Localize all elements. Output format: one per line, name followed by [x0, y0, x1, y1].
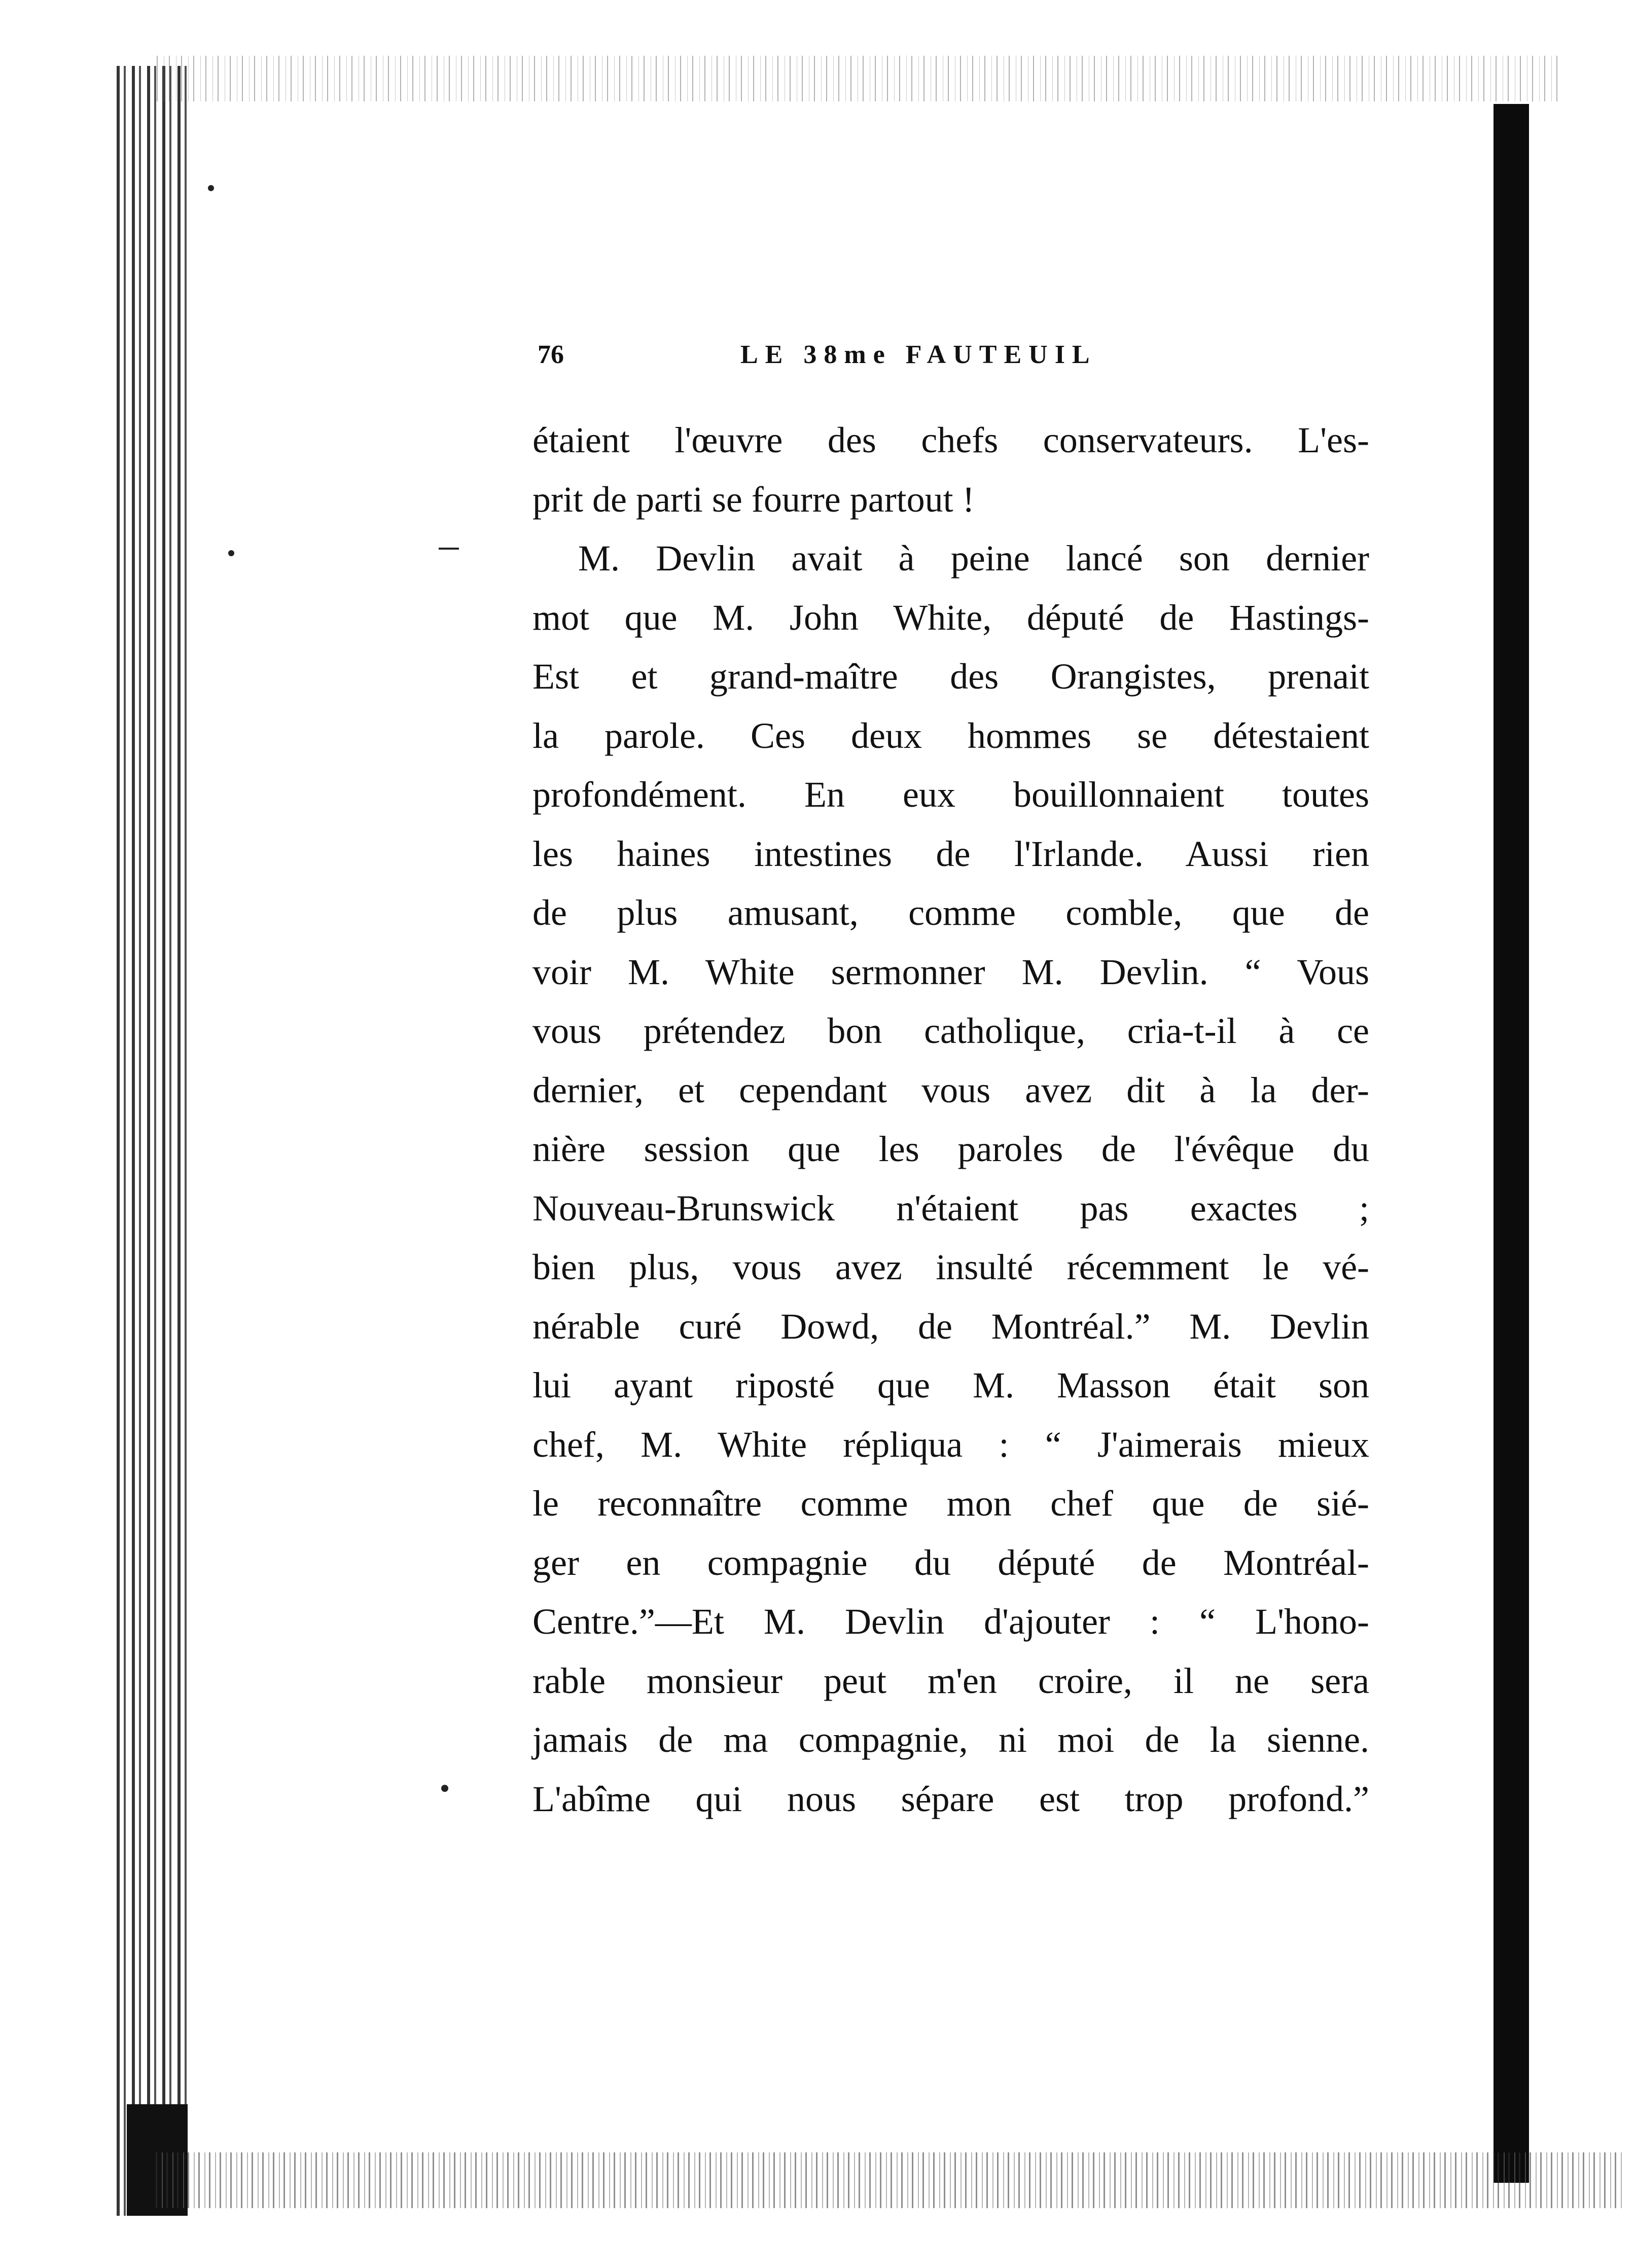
text-line: le reconnaître comme mon chef que de sié-	[532, 1483, 1369, 1524]
text-line: jamais de ma compagnie, ni moi de la sienne.	[532, 1719, 1369, 1760]
body-text	[532, 411, 1369, 1828]
top-scan-noise	[152, 56, 1562, 101]
text-line: Centre.”—Et M. Devlin d'ajouter : “ L'hono-	[532, 1601, 1369, 1642]
right-page-edge	[1493, 104, 1529, 2183]
scan-dash	[439, 548, 459, 550]
text-line: mot que M. John White, député de Hastings-	[532, 597, 1369, 638]
text-line: rable monsieur peut m'en croire, il ne sera	[532, 1660, 1369, 1701]
text-line: prit de parti se fourre partout !	[532, 479, 975, 520]
text-line: dernier, et cependant vous avez dit à la der-	[532, 1069, 1369, 1110]
page-header	[538, 340, 1121, 385]
text-line: lui ayant riposté que M. Masson était son	[532, 1365, 1369, 1406]
bottom-scan-noise	[152, 2152, 1623, 2208]
text-line: Nouveau-Brunswick n'étaient pas exactes ;	[532, 1187, 1369, 1229]
text-line: les haines intestines de l'Irlande. Aussi rien	[532, 833, 1369, 874]
text-line: chef, M. White répliqua : “ J'aimerais mieux	[532, 1424, 1369, 1465]
text-line: M. Devlin avait à peine lancé son dernier	[578, 538, 1369, 579]
text-line: de plus amusant, comme comble, que de	[532, 892, 1369, 933]
text-line: nière session que les paroles de l'évêque du	[532, 1129, 1369, 1169]
text-line: la parole. Ces deux hommes se détestaient	[532, 715, 1369, 756]
text-line: vous prétendez bon catholique, cria-t-il à ce	[532, 1011, 1369, 1051]
scan-speck	[441, 1785, 448, 1792]
text-line: ger en compagnie du député de Montréal-	[532, 1542, 1369, 1583]
text-line: voir M. White sermonner M. Devlin. “ Vous	[532, 951, 1369, 992]
text-line: bien plus, vous avez insulté récemment le vé-	[532, 1247, 1369, 1287]
left-binding-gutter	[117, 66, 188, 2216]
running-head: LE 38me FAUTEUIL	[740, 340, 1097, 369]
text-line: étaient l'œuvre des chefs conservateurs. L'es-	[532, 420, 1369, 460]
page-number: 76	[538, 340, 564, 369]
scan-speck	[228, 550, 234, 556]
text-line: L'abîme qui nous sépare est trop profond.”	[532, 1778, 1369, 1819]
text-line: Est et grand-maître des Orangistes, prenait	[532, 656, 1369, 697]
scan-speck	[208, 185, 214, 191]
text-line: nérable curé Dowd, de Montréal.” M. Devlin	[532, 1306, 1369, 1347]
text-line: profondément. En eux bouillonnaient toutes	[532, 774, 1369, 815]
